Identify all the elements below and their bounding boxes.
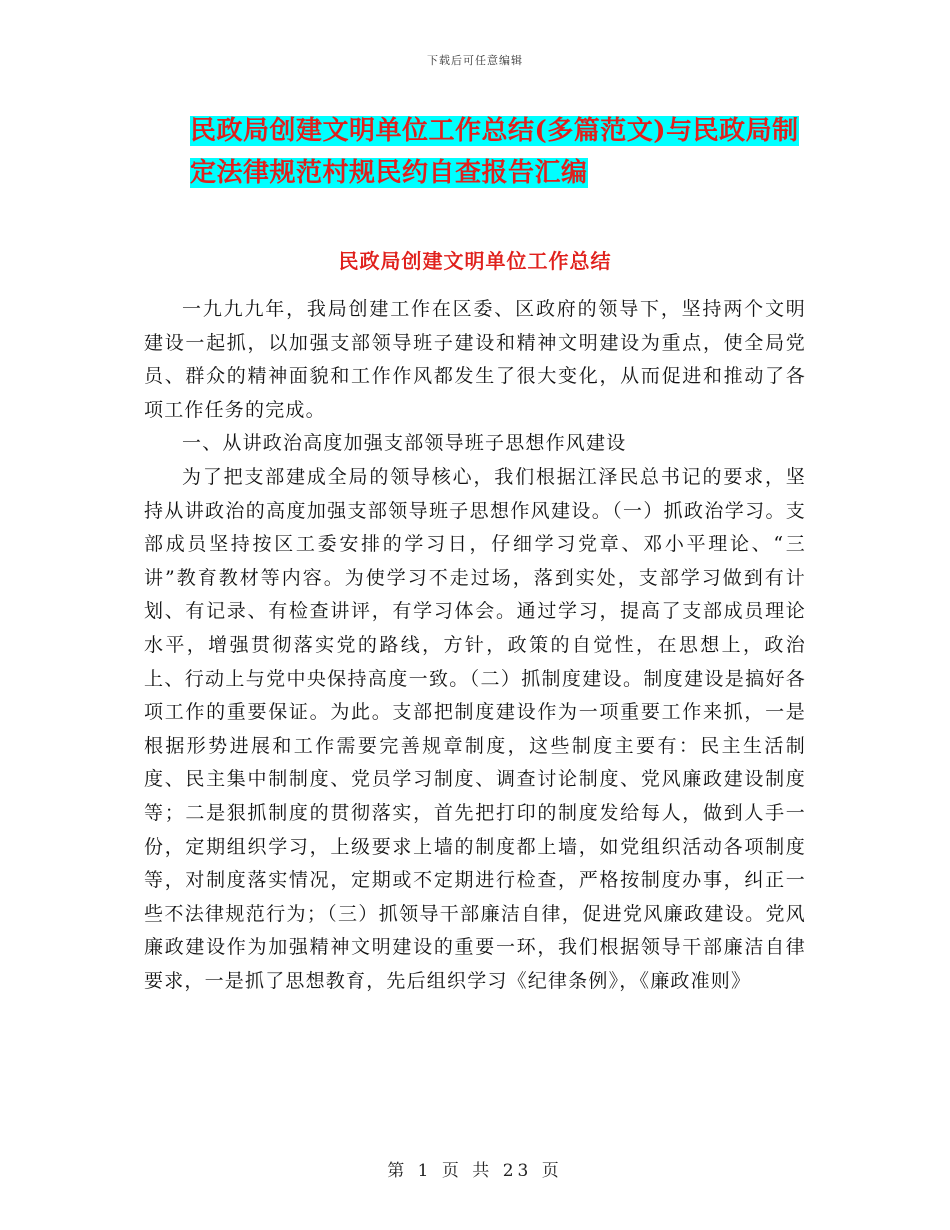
section-title: 民政局创建文明单位工作总结 (338, 249, 612, 273)
paragraph-main: 为了把支部建成全局的领导核心，我们根据江泽民总书记的要求，坚持从讲政治的高度加强支部领导班子思想作风建设。（一）抓政治学习。支部成员坚持按区工委安排的学习日，仔细学习党章、邓小平理论、“三讲”教育教材等内容。为使学习不走过场，落到实处，支部学习做到有计划、有记录、有检查讲评，有学习体会。通过学习，提高了支部成员理论水平，增强贯彻落实党的路线，方针，政策的自觉性，在思想上，政治上、行动上与党中央保持高度一致。（二）抓制度建设。制度建设是搞好各项工作的重要保证。为此。支部把制度建设作为一项重要工作来抓，一是根据形势进展和工作需要完善规章制度，这些制度主要有：民主生活制度、民主集中制制度、党员学习制度、调查讨论制度、党风廉政建设制度等；二是狠抓制度的贯彻落实，首先把打印的制度发给每人，做到人手一份，定期组织学习，上级要求上墙的制度都上墙，如党组织活动各项制度等，对制度落实情况，定期或不定期进行检查，严格按制度办事，纠正一些不法律规范行为；（三）抓领导干部廉洁自律，促进党风廉政建设。党风廉政建设作为加强精神文明建设的重要一环，我们根据领导干部廉洁自律要求，一是抓了思想教育，先后组织学习《纪律条例》，《廉政准则》 (144, 465, 806, 992)
header-note: 下载后可任意编辑 (427, 54, 523, 67)
paragraph-intro: 一九九九年，我局创建工作在区委、区政府的领导下，坚持两个文明建设一起抓，以加强支部领导班子建设和精神文明建设为重点，使全局党员、群众的精神面貌和工作作风都发生了很大变化，从而促进和推动了各项工作任务的完成。 (144, 298, 806, 421)
title-line-2: 定法律规范村规民约自查报告汇编 (190, 158, 588, 188)
page-footer: 第 1 页 共 23 页 (387, 1161, 563, 1181)
paragraph-heading-1: 一、从讲政治高度加强支部领导班子思想作风建设 (182, 432, 627, 455)
document-title (190, 110, 810, 194)
title-line-1: 民政局创建文明单位工作总结(多篇范文)与民政局制 (190, 116, 799, 146)
document-body (144, 293, 806, 998)
